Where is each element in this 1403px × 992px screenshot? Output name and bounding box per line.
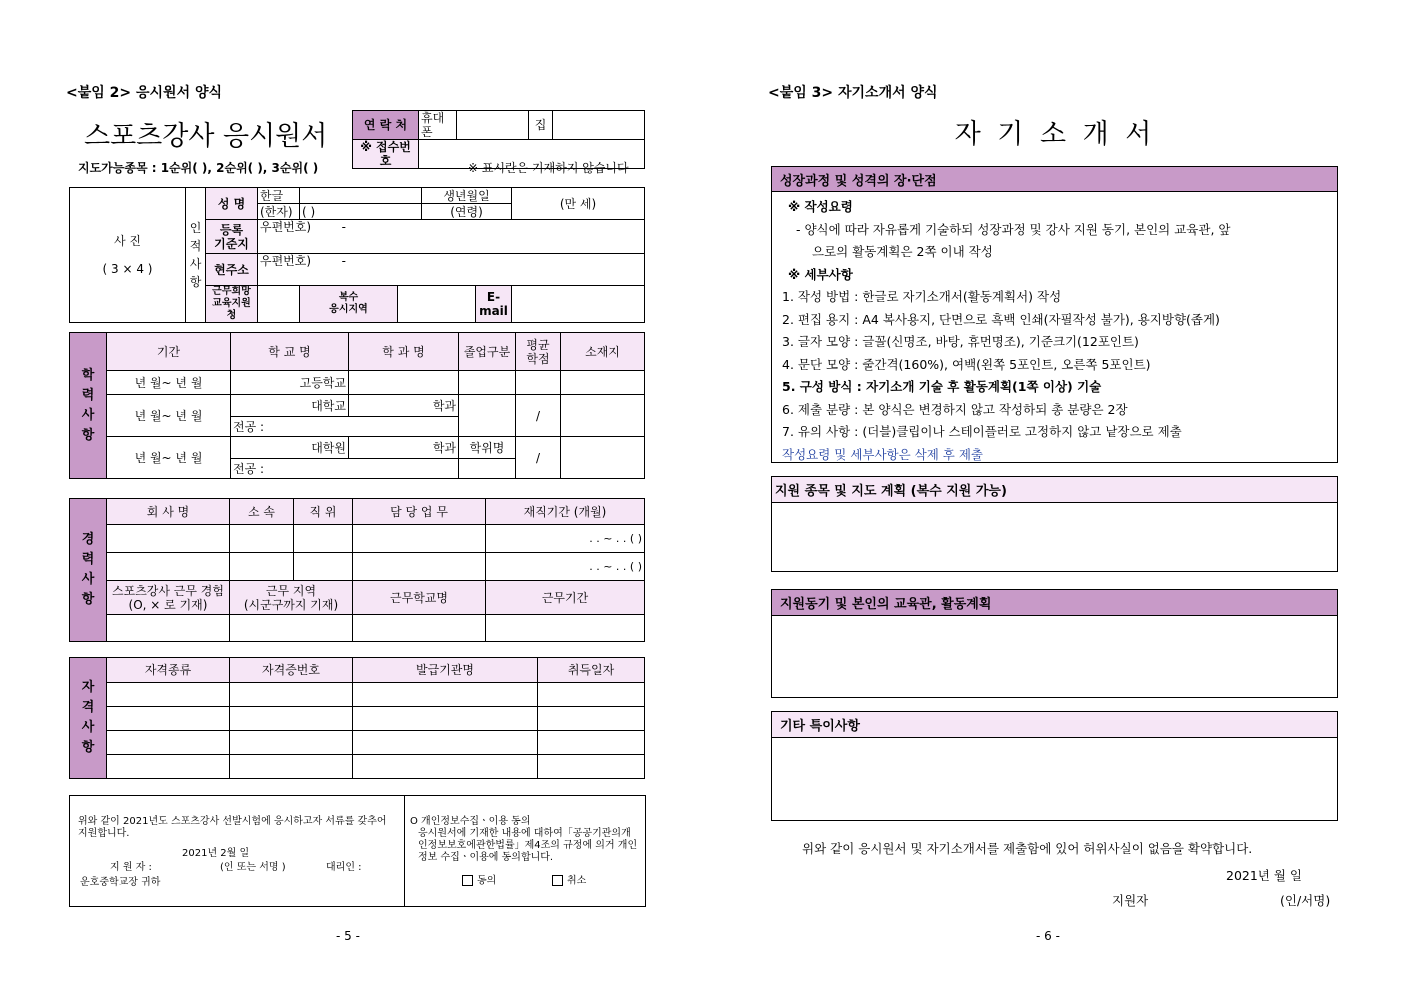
reg-address-field[interactable] — [258, 220, 645, 254]
postal-label: 우편번호) — [260, 220, 312, 234]
position-cell[interactable] — [294, 553, 353, 581]
company-cell[interactable] — [107, 525, 230, 553]
col-period: 기간 — [107, 333, 231, 371]
guide-title: ※ 작성요령 — [788, 199, 853, 214]
col-dept: 학 과 명 — [349, 333, 459, 371]
detail-line: 7. 유의 사항 : (더블)클립이나 스테이플러로 고정하지 않고 낱장으로 제출 — [782, 424, 1182, 439]
form-title: 스포츠강사 응시원서 — [84, 121, 328, 152]
section-growth-header: 성장과정 및 성격의 장·단점 — [772, 167, 1337, 192]
photo-cell — [70, 188, 186, 323]
applicant-label-right: 지원자 — [1112, 893, 1149, 908]
side-char: 사 — [81, 572, 95, 587]
school-cell[interactable] — [353, 615, 486, 642]
grad-cell[interactable] — [459, 371, 516, 395]
personal-side — [186, 188, 206, 323]
age-field[interactable]: (만 세) — [512, 188, 645, 220]
license-cell[interactable] — [538, 683, 645, 707]
photo-label: 사 진 — [114, 234, 141, 248]
exp-header — [107, 581, 230, 615]
birth-label: 생년월일 — [422, 188, 512, 204]
section-growth — [771, 166, 1338, 463]
hangul-field[interactable] — [300, 188, 422, 204]
license-cell[interactable] — [230, 683, 353, 707]
duty-cell[interactable] — [353, 553, 486, 581]
tenure-cell[interactable]: . . ~ . . ( ) — [486, 553, 645, 581]
location-cell[interactable] — [561, 437, 645, 479]
contact-label: 연 락 처 — [353, 111, 419, 140]
degree-cell[interactable]: 학위명 — [459, 437, 516, 459]
location-cell[interactable] — [561, 371, 645, 395]
col-duty: 담 당 업 무 — [353, 499, 486, 525]
license-cell[interactable] — [107, 707, 230, 731]
highschool-cell[interactable]: 고등학교 — [231, 371, 349, 395]
side-char: 사 — [81, 720, 95, 735]
sign-label-right: (인/서명) — [1280, 893, 1331, 908]
college-cell[interactable]: 대학교 — [231, 395, 349, 417]
cancel-checkbox[interactable] — [552, 875, 586, 888]
section-plan-header: 지원 종목 및 지도 계획 (복수 지원 가능) — [772, 477, 1337, 503]
region-line: 근무 지역 — [265, 583, 317, 598]
major-cell[interactable]: 전공 : — [231, 417, 459, 437]
sign-label: (인 또는 서명 ) — [220, 862, 286, 873]
col-gpa — [516, 333, 561, 371]
grad-cell[interactable] — [459, 395, 516, 437]
postal-dash: - — [341, 220, 346, 234]
home-label: 집 — [529, 111, 553, 140]
receipt-label: ※ 접수번호 — [353, 140, 419, 169]
period-cell[interactable]: 년 월~ 년 월 — [107, 395, 231, 437]
exp-line: 스포츠강사 근무 경험 — [112, 583, 224, 598]
addr-field[interactable] — [258, 254, 645, 286]
photo-size: ( 3 × 4 ) — [102, 262, 153, 276]
section-motive — [771, 589, 1338, 698]
region-header — [230, 581, 353, 615]
privacy-title: O 개인정보수집ㆍ이용 동의 — [410, 816, 531, 827]
side-char: 사 — [81, 407, 95, 423]
side-char: 사 — [189, 257, 202, 271]
detail-line: 4. 문단 모양 : 줄간격(160%), 여백(왼쪽 5포인트, 오른쪽 5포인트) — [782, 356, 1151, 372]
col-license-type: 자격종류 — [107, 658, 230, 683]
section-motive-header: 지원동기 및 본인의 교육관, 활동계획 — [772, 590, 1337, 616]
detail-title: ※ 세부사항 — [788, 266, 853, 282]
duty-cell[interactable] — [353, 525, 486, 553]
name-label: 성 명 — [206, 188, 258, 220]
degree-field[interactable] — [459, 459, 516, 479]
position-cell[interactable] — [294, 525, 353, 553]
license-cell[interactable] — [538, 755, 645, 779]
company-cell[interactable] — [107, 553, 230, 581]
privacy-text: 응시원서에 기재한 내용에 대하여「공공기관의개인정보보호에관한법률」제4조의 규정에 의거 개인정보 수집ㆍ이용에 동의합니다. — [418, 828, 638, 863]
side-char: 항 — [81, 740, 95, 755]
col-affil: 소 속 — [230, 499, 294, 525]
personal-table — [69, 187, 645, 323]
declaration-left — [70, 796, 405, 906]
multi-label — [300, 286, 398, 323]
reg-label-line: 등록 — [219, 222, 244, 237]
col-school: 학 교 명 — [231, 333, 349, 371]
email-field[interactable] — [512, 286, 645, 323]
hanja-label: (한자) — [258, 204, 300, 220]
declaration-text: 위와 같이 2021년도 스포츠강사 선발시험에 응시하고자 서류를 갖추어 지원합니다. — [78, 816, 387, 839]
dept-cell[interactable] — [349, 371, 459, 395]
tenure-cell[interactable]: . . ~ . . ( ) — [486, 525, 645, 553]
gpa-cell[interactable]: / — [516, 437, 561, 479]
education-side — [70, 333, 107, 479]
delete-note: 작성요령 및 세부사항은 삭제 후 제출 — [782, 446, 983, 462]
side-char: 항 — [81, 427, 95, 443]
intro-title: 자 기 소 개 서 — [954, 119, 1156, 150]
confirm-date: 2021년 월 일 — [1226, 868, 1302, 883]
side-char: 항 — [189, 275, 202, 289]
cancel-label: 취소 — [567, 875, 587, 887]
col-position: 직 위 — [294, 499, 353, 525]
period-cell[interactable]: 년 월~ 년 월 — [107, 371, 231, 395]
col-tenure: 재직기간 (개월) — [486, 499, 645, 525]
hangul-label: 한글 — [258, 188, 300, 204]
notice-text: ※ 표시란은 기재하지 않습니다 — [468, 161, 629, 175]
location-cell[interactable] — [561, 395, 645, 437]
guide-line: 으로의 활동계획은 2쪽 이내 작성 — [812, 244, 993, 259]
license-cell[interactable] — [538, 707, 645, 731]
col-issuer: 발급기관명 — [353, 658, 538, 683]
work-period-cell[interactable] — [486, 615, 645, 642]
mobile-label: 휴대폰 — [419, 111, 457, 140]
multi-line: 복수 — [338, 292, 359, 303]
guide-line: - 양식에 따라 자유롭게 기술하되 성장과정 및 강사 지원 동기, 본인의 교육관, 앞 — [796, 221, 1231, 237]
postal-dash: - — [341, 254, 346, 268]
major-cell[interactable]: 전공 : — [231, 459, 459, 479]
recipient: 운호중학교장 귀하 — [80, 877, 161, 888]
gpa-cell[interactable]: / — [516, 395, 561, 437]
gradschool-cell[interactable]: 대학원 — [231, 437, 349, 459]
subject-line: 지도가능종목 : 1순위( ), 2순위( ), 3순위( ) — [78, 161, 319, 175]
work-period-header: 근무기간 — [486, 581, 645, 615]
career-table — [69, 498, 645, 642]
section-etc-body[interactable] — [772, 738, 1337, 819]
side-char: 인 — [189, 221, 202, 235]
period-cell[interactable]: 년 월~ 년 월 — [107, 437, 231, 479]
annex-title-right: <붙임 3> 자기소개서 양식 — [768, 85, 938, 101]
license-cell[interactable] — [107, 731, 230, 755]
side-char: 경 — [81, 532, 95, 547]
annex-title-left: <붙임 2> 응시원서 양식 — [66, 85, 223, 101]
license-cell[interactable] — [230, 731, 353, 755]
gpa-line: 학점 — [526, 351, 550, 366]
want-school-field[interactable] — [258, 286, 300, 323]
detail-line: 5. 구성 방식 : 자기소개 기술 후 활동계획(1쪽 이상) 기술 — [782, 379, 1102, 394]
checkbox-icon[interactable] — [462, 875, 473, 886]
section-plan-body[interactable] — [772, 503, 1337, 571]
education-table — [69, 332, 645, 479]
license-side — [70, 658, 107, 779]
reg-label-line: 기준지 — [214, 236, 249, 251]
license-cell[interactable] — [353, 683, 538, 707]
checkbox-icon[interactable] — [552, 875, 563, 886]
home-field[interactable] — [553, 111, 645, 140]
affil-cell[interactable] — [230, 553, 294, 581]
license-cell[interactable] — [353, 755, 538, 779]
dept-cell[interactable]: 학과 — [349, 437, 459, 459]
multi-field[interactable] — [398, 286, 476, 323]
section-etc-header: 기타 특이사항 — [772, 712, 1337, 738]
license-table — [69, 657, 645, 779]
gpa-cell[interactable] — [516, 371, 561, 395]
col-company: 회 사 명 — [107, 499, 230, 525]
detail-line: 6. 제출 분량 : 본 양식은 변경하지 않고 작성하되 총 분량은 2장 — [782, 401, 1128, 417]
multi-line: 응시지역 — [329, 304, 368, 315]
email-label: E-mail — [476, 286, 512, 323]
page-number-left: - 5 - — [336, 929, 360, 943]
detail-line: 3. 글자 모양 : 글꼴(신명조, 바탕, 휴먼명조), 기준크기(12포인트) — [782, 334, 1139, 349]
want-school-label — [206, 286, 258, 323]
side-char: 력 — [81, 552, 95, 567]
side-char: 적 — [189, 239, 202, 253]
exp-cell[interactable] — [107, 615, 230, 642]
section-etc — [771, 711, 1338, 821]
license-cell[interactable] — [353, 707, 538, 731]
want-line: 근무희망 — [212, 286, 251, 297]
school-header: 근무학교명 — [353, 581, 486, 615]
side-char: 자 — [81, 680, 95, 695]
dept-cell[interactable]: 학과 — [349, 395, 459, 417]
section-plan — [771, 476, 1338, 572]
section-growth-body[interactable] — [772, 192, 1337, 466]
col-grad: 졸업구분 — [459, 333, 516, 371]
applicant-label: 지 원 자 : — [110, 862, 152, 873]
want-line: 교육지원청 — [212, 298, 251, 321]
side-char: 항 — [81, 592, 95, 607]
col-acquired: 취득일자 — [538, 658, 645, 683]
career-side — [70, 499, 107, 642]
agent-label: 대리인 : — [326, 862, 362, 873]
side-char: 격 — [81, 700, 95, 715]
postal-label: 우편번호) — [260, 254, 312, 268]
region-cell[interactable] — [230, 615, 353, 642]
license-cell[interactable] — [538, 731, 645, 755]
declaration-box — [69, 795, 646, 907]
detail-line: 2. 편집 용지 : A4 복사용지, 단면으로 흑백 인쇄(자필작성 불가), 용지방향(좁게) — [782, 311, 1220, 327]
col-license-no: 자격증번호 — [230, 658, 353, 683]
addr-label: 현주소 — [206, 254, 258, 286]
reg-label — [206, 220, 258, 254]
confirm-text: 위와 같이 응시원서 및 자기소개서를 제출함에 있어 허위사실이 없음을 확약합니다. — [802, 841, 1253, 856]
hanja-field[interactable]: ( ) — [300, 204, 422, 220]
gpa-line: 평균 — [526, 337, 550, 352]
detail-line: 1. 작성 방법 : 한글로 자기소개서(활동계획서) 작성 — [782, 289, 1062, 304]
agree-label: 동의 — [477, 875, 497, 887]
col-location: 소재지 — [561, 333, 645, 371]
region-line: (시군구까지 기재) — [243, 597, 339, 612]
license-cell[interactable] — [107, 683, 230, 707]
affil-cell[interactable] — [230, 525, 294, 553]
agree-checkbox[interactable] — [462, 875, 496, 888]
mobile-field[interactable] — [457, 111, 529, 140]
exp-line: (O, × 로 기재) — [128, 597, 208, 612]
page-number-right: - 6 - — [1036, 929, 1060, 943]
age-label: (연령) — [422, 204, 512, 220]
license-cell[interactable] — [230, 755, 353, 779]
section-motive-body[interactable] — [772, 616, 1337, 696]
declaration-date: 2021년 2월 일 — [182, 848, 250, 859]
license-cell[interactable] — [230, 707, 353, 731]
license-cell[interactable] — [353, 731, 538, 755]
side-char: 력 — [81, 387, 95, 403]
license-cell[interactable] — [107, 755, 230, 779]
side-char: 학 — [81, 367, 95, 383]
